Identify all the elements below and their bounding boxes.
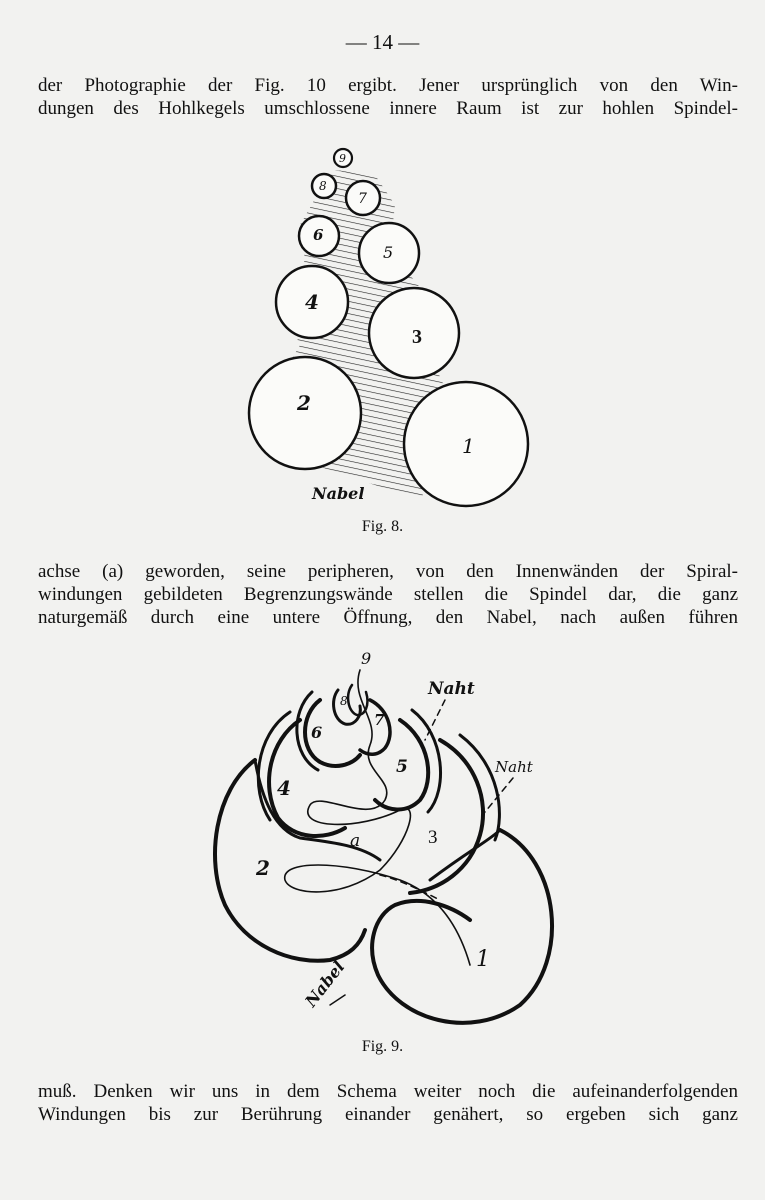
figure-9-naht-upper-leader [425,700,445,740]
paragraph-2-line-2: windungen gebildeten Begrenzungswände stellen die Spindel dar, die ganz [38,584,738,605]
paragraph-2-line-3: naturgemäß durch eine untere Öffnung, den Nabel, nach außen führen [38,607,738,628]
paragraph-3-line-2: Windungen bis zur Berührung einander genähert, so ergeben sich ganz [38,1104,738,1125]
figure-8-label-2: 2 [297,391,311,415]
figure-9-label-nabel: Nabel [301,957,349,1011]
figure-9-label-8: 8 [340,694,348,708]
figure-8-label-nabel: Nabel [312,484,365,503]
figure-9-label-9: 9 [361,649,372,668]
paragraph-3-line-1: muß. Denken wir uns in dem Schema weiter noch die aufeinanderfolgenden [38,1081,738,1102]
paragraph-2-line-1: achse (a) geworden, seine peripheren, von den Innenwänden der Spiral- [38,561,738,582]
figure-8-label-7: 7 [358,191,367,207]
figure-9-label-1: 1 [476,947,490,972]
figure-9-label-6: 6 [311,723,323,742]
page-number: — 14 — [345,30,420,54]
figure-8-label-1: 1 [462,434,475,458]
figure-8-label-3: 3 [412,326,422,348]
figure-9-nabel-pointer [330,995,345,1005]
paragraph-1-line-1: der Photographie der Fig. 10 ergibt. Jener ursprünglich von den Win- [38,75,738,96]
figure-9-caption: Fig. 9. [361,1038,404,1055]
figure-8-label-6: 6 [313,226,324,244]
figure-8-label-5: 5 [383,243,394,262]
paragraph-1-line-2: dungen des Hohlkegels umschlossene innere Raum ist zur hohlen Spindel- [38,98,738,119]
paragraph-3 [38,1080,738,1126]
figure-9-label-2: 2 [256,856,270,880]
figure-9-label-axis: a [350,831,361,851]
figure-9-label-naht-right: Naht [495,758,533,776]
figure-8-caption: Fig. 8. [361,518,404,535]
figure-8-label-9: 9 [339,152,346,165]
figure-9-label-naht-upper: Naht [428,679,475,699]
figure-8-label-4: 4 [305,290,319,314]
figure-9-whorl-1 [372,830,552,1023]
figure-9-label-3: 3 [428,827,438,848]
figure-9-label-7: 7 [374,711,385,729]
figure-8-label-8: 8 [319,179,327,193]
figure-9-label-5: 5 [396,757,408,777]
figure-9-label-4: 4 [277,776,291,800]
figure-9-whorl-3 [410,740,483,893]
